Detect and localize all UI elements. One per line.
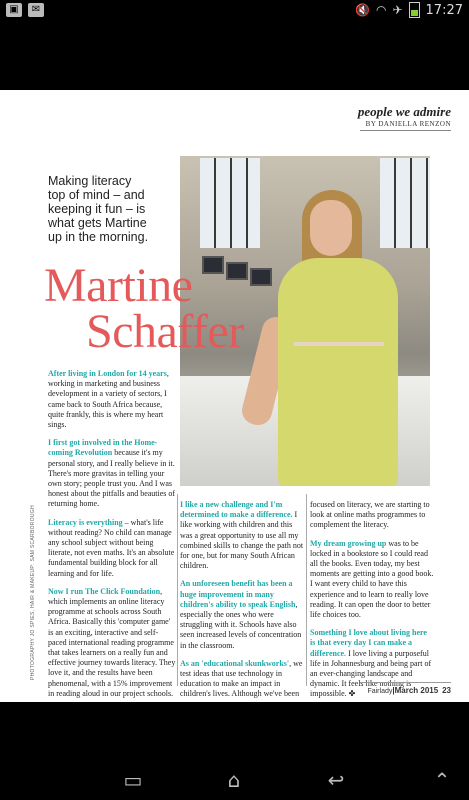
paragraph: I like a new challenge and I'm determined to make a difference. I like working with children and this was a great opportunity to use all my combined skills to change the path not for one, but for many South African children. [180,500,304,571]
paragraph: I first got involved in the Home-coming Revolution because it's my personal story, and I really believe in it. There's more gravitas in telling your own story; people trust you. And I was honest about the pitfalls and beauties of returning home. [48,438,176,509]
paragraph: An unforeseen benefit has been a huge improvement in many children's ability to speak English, especially the ones who were struggling with it. Schools have also seen increased levels of concentration in the classroom. [180,579,302,650]
text-column-2 [180,500,304,708]
belt [294,342,384,346]
window [380,158,430,248]
page-number: 23 [442,686,451,695]
publication-name: Fairlady [367,688,393,695]
chevron-up-icon[interactable]: ⌃ [433,768,451,792]
battery-icon [409,2,420,18]
wifi-icon: ◠ [375,3,387,17]
page-footer: Fairlady|March 2015 23 [367,686,451,695]
mail-notification-icon: ✉ [28,3,44,17]
computer-monitor [226,262,248,280]
issue-date: March 2015 [394,686,439,695]
back-icon[interactable]: ↩ [327,768,345,792]
paragraph: focused on literacy, we are starting to look at online maths programmes to complement the literacy. [310,500,430,530]
section-title: people we admire [357,104,451,119]
airplane-icon: ✈ [392,3,403,17]
status-bar [0,0,469,22]
text-column-3 [310,500,434,708]
headline-first-name: Martine [44,259,193,312]
clock: 17:27 [425,2,463,18]
woman-dress [278,258,398,486]
byline: BY DANIELLA RENZON [365,120,451,128]
home-icon[interactable]: ⌂ [227,768,241,792]
computer-monitor [250,268,272,286]
reader-content[interactable] [0,22,469,760]
column-divider [177,494,178,686]
paragraph: Literacy is everything – what's life without reading? No child can manage any school subject without being literate, not even maths. It's an absolute fundamental building block for all learning and for life. [48,517,175,578]
woman-face [310,200,352,256]
paragraph: My dream growing up was to be locked in a bookstore so I could read all the books. Even today, my best moments are getting into a good book. I want every child to have this experience and to learn to really love reading. It can open the door to better life choices too. [310,538,434,620]
image-notification-icon: ▣ [6,3,22,17]
photo-credit: PHOTOGRAPHY JO SPIES, HAIR & MAKEUP: SAM SCARBOROUGH [30,505,36,680]
paragraph: Now I run The Click Foundation, which implements an online literacy programme at schools across South Africa. Basically this 'computer game' is an exciting, interactive and self-paced international reading programme that takes learners on a really fun and effective journey towards literacy. They love it, and the results have been phenomenal, with a 15% improvement in reading aloud in our project schools. [48,586,176,698]
column-divider [306,494,307,686]
paragraph: Something I love about living here is that every day I can make a difference. I love living a purposeful life in Johannesburg and being part of an ever-changing landscape and dynamic. It feels like nothing is impossible. ✤ [310,628,432,699]
mute-icon: 🔇 [355,3,370,17]
footer-divider [360,682,451,683]
headline-last-name: Schaffer [86,305,244,358]
paragraph: As an 'educational skunkworks', we test ideas that use technology in education to make an impact in children's lives. Although we've been [180,658,303,699]
computer-monitor [202,256,224,274]
text-column-1 [48,369,176,707]
navigation-bar [0,760,469,800]
byline-divider [360,130,451,131]
magazine-page[interactable] [0,90,469,702]
paragraph: After living in London for 14 years, working in marketing and business development in a variety of sectors, I came back to South Africa because, quite frankly, this is where my heart sings. [48,369,169,430]
recent-apps-icon[interactable]: ▭ [123,768,143,792]
window [200,158,260,248]
article-deck: Making literacy top of mind – and keeping it fun – is what gets Martine up in the morning. [48,174,149,244]
